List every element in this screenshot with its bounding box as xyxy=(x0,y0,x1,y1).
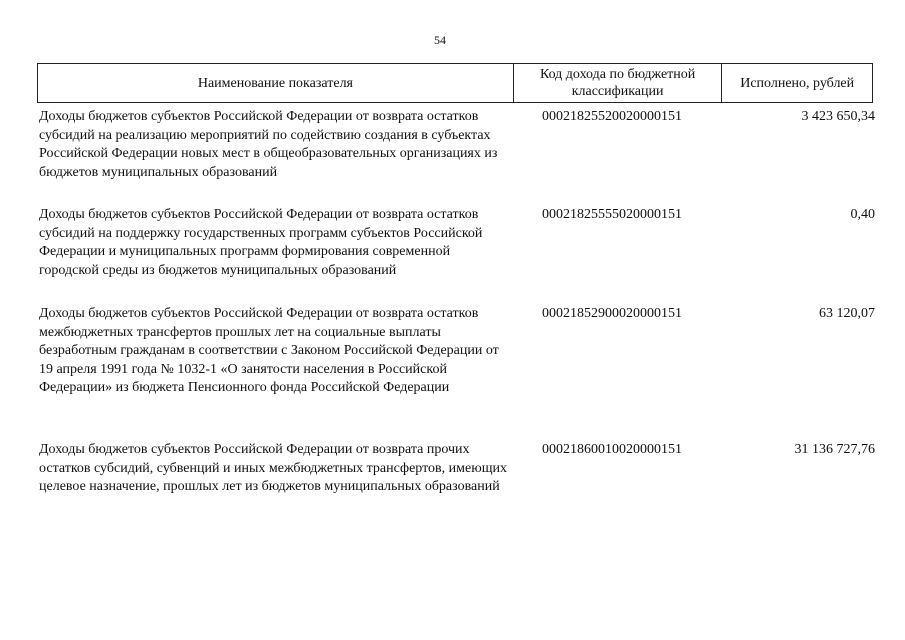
row-code: 00021825520020000151 xyxy=(542,109,682,124)
column-header-name: Наименование показателя xyxy=(38,64,514,102)
row-amount: 63 120,07 xyxy=(819,306,875,321)
row-amount: 0,40 xyxy=(850,207,875,222)
row-description: Доходы бюджетов субъектов Российской Федерации от возврата остатков субсидий на реализацию мероприятий по содействию создания в субъектах Российской Федерации новых мест в общеобразовательных организациях из бюджетов муниципальных образований xyxy=(39,109,498,180)
table-header xyxy=(37,63,873,103)
row-amount: 3 423 650,34 xyxy=(801,109,875,124)
row-description: Доходы бюджетов субъектов Российской Федерации от возврата остатков субсидий на поддержку государственных программ субъектов Российской Федерации и муниципальных программ формирования современной городской среды из бюджетов муниципальных образований xyxy=(39,207,483,278)
row-amount: 31 136 727,76 xyxy=(794,442,875,457)
column-header-code: Код дохода по бюджетной классификации xyxy=(514,64,723,102)
column-header-amount: Исполнено, рублей xyxy=(740,75,855,91)
row-description: Доходы бюджетов субъектов Российской Федерации от возврата прочих остатков субсидий, субвенций и иных межбюджетных трансфертов, имеющих целевое назначение, прошлых лет из бюджетов муниципальных образований xyxy=(39,442,507,495)
row-code: 00021860010020000151 xyxy=(542,442,682,457)
row-code: 00021825555020000151 xyxy=(542,207,682,222)
row-description: Доходы бюджетов субъектов Российской Федерации от возврата остатков межбюджетных трансфертов прошлых лет на социальные выплаты безработным гражданам в соответствии с Законом Российской Федерации от 19 апреля 1991 года № 1032-1 «О занятости населения в Российской Федерации» из бюджета Пенсионного фонда Российской Федерации xyxy=(39,306,499,396)
row-code: 00021852900020000151 xyxy=(542,306,682,321)
page-number: 54 xyxy=(434,33,446,47)
